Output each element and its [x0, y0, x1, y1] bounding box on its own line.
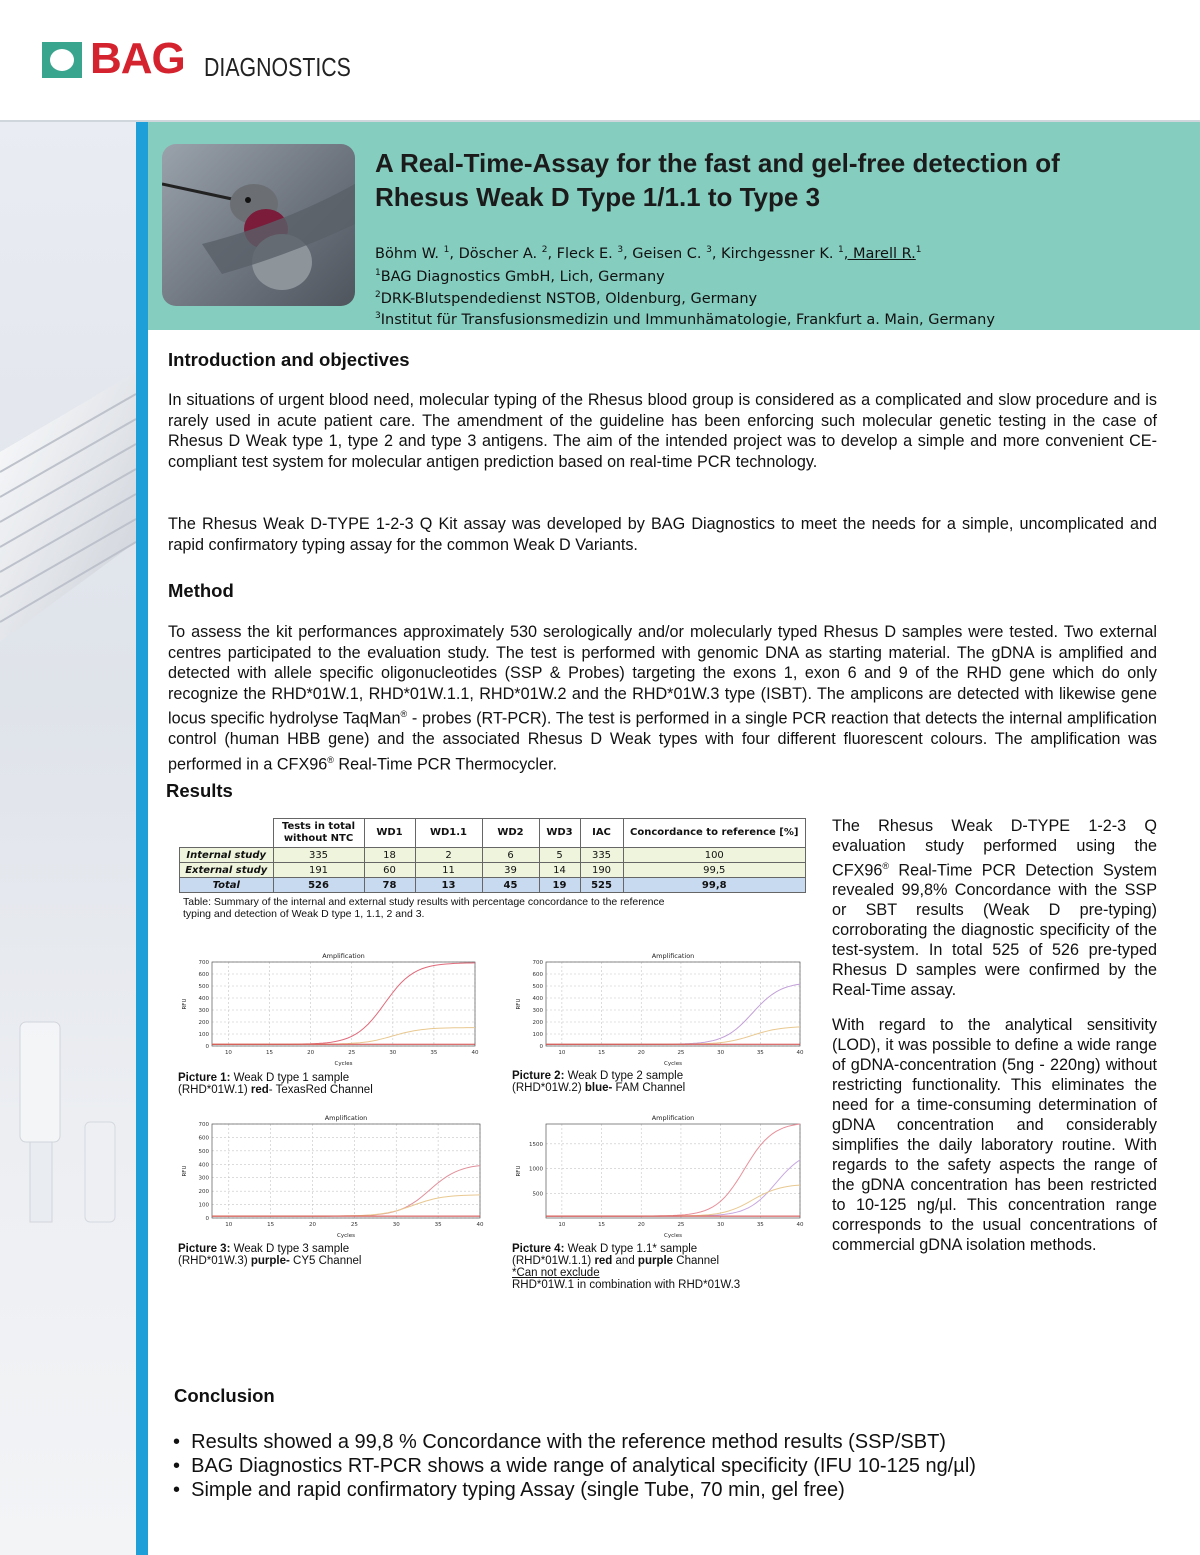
x-axis-label: Cycles [334, 1061, 353, 1067]
series-line [546, 1027, 800, 1044]
x-tick-label: 15 [598, 1222, 606, 1228]
author-sup: 1 [915, 245, 922, 255]
x-tick-label: 20 [637, 1050, 645, 1056]
y-tick-label: 200 [198, 1189, 209, 1196]
x-tick-label: 25 [350, 1222, 358, 1228]
caption-note: RHD*01W.1 in combination with RHD*01W.3 [512, 1279, 741, 1291]
hummingbird-photo [162, 144, 355, 306]
logo-brand: BAG [90, 34, 185, 83]
caption-text: - TexasRed Channel [268, 1084, 373, 1096]
x-tick-label: 30 [717, 1222, 725, 1228]
y-tick-label: 400 [198, 1162, 209, 1169]
bullet-text: BAG Diagnostics RT-PCR shows a wide range of analytical specificity (IFU 10-125 ng/µl) [191, 1455, 976, 1477]
caption-text: and [612, 1255, 638, 1267]
bullet-dot-icon: • [173, 1479, 192, 1501]
x-tick-label: 35 [430, 1050, 438, 1056]
logo-mark-icon [42, 42, 82, 78]
y-axis-label: RFU [516, 998, 522, 1010]
table-cell: 14 [539, 863, 580, 878]
y-axis-label: RFU [516, 1165, 522, 1177]
caption-label: Picture 3: [178, 1243, 231, 1255]
table-cell: 45 [482, 878, 539, 893]
caption-label: Picture 2: [512, 1070, 565, 1082]
author-sup: 1 [443, 245, 450, 255]
y-tick-label: 300 [198, 1008, 209, 1014]
x-tick-label: 15 [267, 1222, 275, 1228]
affiliation-sup: 2 [375, 290, 381, 300]
table-cell: 100 [623, 848, 806, 863]
caption-note: *Can not exclude [512, 1267, 600, 1279]
caption-text: Weak D type 1 sample [230, 1072, 350, 1084]
y-tick-label: 200 [532, 1020, 543, 1026]
affiliation-sup: 1 [375, 268, 381, 278]
table-cell: 39 [482, 863, 539, 878]
y-tick-label: 300 [532, 1008, 543, 1014]
x-tick-label: 30 [717, 1050, 725, 1056]
series-line [546, 984, 800, 1044]
chart-title: Amplification [324, 1114, 368, 1122]
table-cell: 2 [415, 848, 482, 863]
y-tick-label: 500 [198, 984, 209, 990]
caption-color: purple [637, 1255, 674, 1267]
y-tick-label: 0 [205, 1216, 209, 1222]
results-text-2: With regard to the analytical sensitivity (LOD), it was possible to define a wide range of gDNA-concentration (5ng - 220ng) without restricting functionality. This eliminates the need for a time-consuming determination of gDNA concentration and considerably simplifies the daily laboratory routine. With regards to the safety aspects the range of the gDNA concentration has been restricted to 10-125 ng/µl. This concentration range corresponds to the usual concentrations of commercial gDNA isolation methods. [832, 1016, 1157, 1254]
logo-suffix: DIAGNOSTICS [204, 52, 351, 82]
picture-1-caption [178, 1072, 478, 1096]
results-text-1 [832, 816, 1157, 1000]
caption-text: Weak D type 1.1* sample [564, 1243, 698, 1255]
x-tick-label: 30 [392, 1222, 400, 1228]
author-list [375, 245, 922, 262]
y-tick-label: 0 [205, 1044, 209, 1050]
caption-label: Picture 4: [512, 1243, 565, 1255]
caption-text: Weak D type 2 sample [564, 1070, 684, 1082]
table-cell: 18 [364, 848, 415, 863]
x-tick-label: 25 [348, 1050, 356, 1056]
caption-text: CY5 Channel [289, 1255, 362, 1267]
table-cell: Internal study [180, 848, 274, 863]
table-row-total [180, 878, 806, 893]
caption-text: (RHD*01W.3) [178, 1255, 251, 1267]
intro-heading: Introduction and objectives [168, 349, 410, 370]
table-cell: 5 [539, 848, 580, 863]
x-tick-label: 10 [224, 1050, 232, 1056]
series-line [546, 1185, 800, 1216]
y-tick-label: 500 [532, 984, 543, 990]
picture-2-caption [512, 1070, 812, 1094]
table-header-cell: WD2 [482, 819, 539, 848]
affiliation-3 [375, 311, 995, 328]
series-line [546, 1124, 800, 1216]
chart-title: Amplification [322, 952, 365, 960]
table-row [180, 848, 806, 863]
caption-text: (RHD*01W.1.1) [512, 1255, 595, 1267]
chart-title: Amplification [651, 952, 695, 960]
x-tick-label: 20 [307, 1050, 315, 1056]
caption-color: red [250, 1084, 269, 1096]
x-axis-label: Cycles [337, 1233, 355, 1239]
caption-color: red [594, 1255, 613, 1267]
affiliation-text: Institut für Transfusionsmedizin und Immunhämatologie, Frankfurt a. Main, Germany [380, 311, 995, 328]
plot-frame [212, 1124, 480, 1218]
author-sup: 2 [541, 245, 548, 255]
author-name: , Döscher A. [449, 245, 542, 262]
table-cell: 335 [273, 848, 364, 863]
affiliation-sup: 3 [375, 311, 381, 321]
plot-frame [546, 962, 800, 1046]
x-tick-label: 25 [677, 1222, 685, 1228]
author-sup: 1 [838, 245, 844, 255]
method-text: - probes (RT-PCR). The test is performed in a single PCR reaction that detects the internal amplification control (human HBB gene) and the associated Rhesus D Weak types with four different fluorescent colours. The amplification was performed in a CFX96 [168, 709, 1157, 774]
x-tick-label: 35 [434, 1222, 442, 1228]
conclusion-bullet [173, 1430, 946, 1454]
results-text: Real-Time PCR Detection System revealed 99,8% Concordance with the SSP or SBT results (Weak D pre-typing) corroborating the diagnostic specificity of the test-system. In total 525 of 526 pre-typed Rhesus D samples were confirmed by the Real-Time assay. [832, 861, 1157, 1000]
accent-bar [136, 122, 148, 1555]
results-heading: Results [166, 780, 233, 801]
author-name: , Kirchgessner K. [711, 245, 839, 262]
bullet-text: Results showed a 99,8 % Concordance with the reference method results (SSP/SBT) [191, 1431, 946, 1453]
table-cell: 6 [482, 848, 539, 863]
x-tick-label: 10 [558, 1050, 566, 1056]
table-cell: 525 [580, 878, 623, 893]
picture-4-caption [512, 1243, 812, 1291]
amplification-chart-1 [178, 948, 483, 1068]
affiliation-text: DRK-Blutspendedienst NSTOB, Oldenburg, Germany [380, 290, 758, 307]
table-cell: 99,8 [623, 878, 806, 893]
intro-paragraph-1: In situations of urgent blood need, molecular typing of the Rhesus blood group is considered as a complicated and slow procedure and is rarely used in acute patient care. The amendment of the guideline has been enforcing such molecular genetic testing in the case of Rhesus D Weak type 1, type 2 and type 3 antigens. The aim of the intended project was to develop a simple and more convenient CE-compliant test system for molecular antigen prediction based on real-time PCR technology. [168, 391, 1157, 471]
table-cell: 191 [273, 863, 364, 878]
caption-text: Channel [673, 1255, 720, 1267]
y-tick-label: 700 [198, 960, 209, 966]
y-tick-label: 500 [198, 1148, 209, 1155]
table-header-cell: Tests in total without NTC [273, 819, 364, 848]
x-tick-label: 40 [471, 1050, 479, 1056]
caption-text: Weak D type 3 sample [230, 1243, 350, 1255]
method-text: Real-Time PCR Thermocycler. [333, 755, 557, 774]
table-header-cell: WD1 [364, 819, 415, 848]
x-axis-label: Cycles [664, 1233, 682, 1239]
bullet-dot-icon: • [173, 1431, 192, 1453]
table-header-row [180, 819, 806, 848]
x-tick-label: 40 [476, 1222, 484, 1228]
method-text: To assess the kit performances approximately 530 serologically and/or molecularly typed Rhesus D samples were tested. Two external centres participated to the evaluation study. The test is performed with genomic DNA as starting material. The gDNA is amplified and detected with allele specific oligonucleotides (SSP & Probes) targeting the exons 1, exon 6 and 9 of the RHD gene which do only recognize the RHD*01W.1, RHD*01W.1.1, RHD*01W.2 and the RHD*01W.3 type (ISBT). The amplicons are detected with likewise gene locus specific hydrolyse TaqMan [168, 623, 1157, 728]
caption-text: (RHD*01W.2) [512, 1082, 585, 1094]
x-axis-label: Cycles [664, 1061, 682, 1067]
y-tick-label: 0 [539, 1044, 543, 1050]
series-line [546, 1160, 800, 1216]
table-cell: 335 [580, 848, 623, 863]
affiliation-2 [375, 290, 757, 307]
table-header-cell: Concordance to reference [%] [623, 819, 806, 848]
table-header-cell [180, 819, 274, 848]
table-cell: 190 [580, 863, 623, 878]
plot-frame [212, 962, 475, 1046]
y-tick-label: 400 [198, 996, 209, 1002]
table-cell: 60 [364, 863, 415, 878]
chart-title: Amplification [651, 1114, 695, 1122]
bullet-dot-icon: • [173, 1455, 192, 1477]
author-name: , Fleck E. [547, 245, 618, 262]
x-tick-label: 30 [389, 1050, 397, 1056]
caption-label: Picture 1: [178, 1072, 231, 1084]
chart-svg [512, 1110, 808, 1240]
x-tick-label: 35 [756, 1222, 764, 1228]
series-line [212, 963, 475, 1044]
x-tick-label: 15 [598, 1050, 606, 1056]
table-cell: 78 [364, 878, 415, 893]
amplification-chart-3 [178, 1110, 488, 1240]
title-line-1: A Real-Time-Assay for the fast and gel-free detection of [375, 148, 1060, 178]
y-tick-label: 500 [532, 1191, 543, 1198]
affiliation-1 [375, 268, 665, 285]
y-tick-label: 100 [198, 1202, 209, 1209]
y-tick-label: 700 [198, 1122, 209, 1128]
y-tick-label: 600 [198, 972, 209, 978]
results-text: The Rhesus Weak D-TYPE 1-2-3 Q evaluation study performed using the CFX96 [832, 817, 1157, 880]
x-tick-label: 40 [796, 1050, 804, 1056]
y-tick-label: 400 [532, 996, 543, 1002]
method-heading: Method [168, 580, 234, 601]
author-sup: 3 [617, 245, 624, 255]
method-paragraph [168, 622, 1157, 775]
author-name: Böhm W. [375, 245, 444, 262]
x-tick-label: 10 [225, 1222, 233, 1228]
caption-color: blue- [584, 1082, 613, 1094]
table-header-cell: WD1.1 [415, 819, 482, 848]
author-name-presenting: , Marell R. [843, 245, 916, 262]
chart-svg [178, 1110, 488, 1240]
y-tick-label: 700 [532, 960, 543, 966]
amplification-chart-2 [512, 948, 808, 1068]
y-tick-label: 100 [532, 1032, 543, 1038]
table-cell: 13 [415, 878, 482, 893]
y-tick-label: 1500 [529, 1141, 543, 1148]
chart-svg [178, 948, 483, 1068]
logo [42, 34, 372, 84]
table-cell: Total [180, 878, 274, 893]
y-axis-label: RFU [182, 998, 188, 1010]
conclusion-heading: Conclusion [174, 1385, 275, 1406]
table-cell: 19 [539, 878, 580, 893]
table-header-cell: WD3 [539, 819, 580, 848]
y-tick-label: 300 [198, 1175, 209, 1182]
bullet-text: Simple and rapid confirmatory typing Assay (single Tube, 70 min, gel free) [191, 1479, 845, 1501]
table-cell: 11 [415, 863, 482, 878]
x-tick-label: 10 [558, 1222, 566, 1228]
x-tick-label: 40 [796, 1222, 804, 1228]
conclusion-bullet [173, 1454, 976, 1478]
results-table [179, 818, 806, 893]
x-tick-label: 20 [637, 1222, 645, 1228]
amplification-chart-4 [512, 1110, 808, 1240]
caption-color: purple- [250, 1255, 290, 1267]
x-tick-label: 15 [266, 1050, 274, 1056]
author-sup: 3 [706, 245, 712, 255]
y-tick-label: 1000 [529, 1166, 543, 1173]
author-name: , Geisen C. [623, 245, 707, 262]
left-decorative-image [0, 122, 136, 1555]
table-cell: 99,5 [623, 863, 806, 878]
table-cell: 526 [273, 878, 364, 893]
series-line [212, 1195, 480, 1216]
registered-mark: ® [400, 709, 408, 720]
registered-mark: ® [327, 754, 334, 765]
conclusion-bullet [173, 1478, 845, 1502]
y-tick-label: 600 [532, 972, 543, 978]
x-tick-label: 25 [677, 1050, 685, 1056]
affiliation-text: BAG Diagnostics GmbH, Lich, Germany [380, 268, 665, 285]
caption-text: (RHD*01W.1) [178, 1084, 251, 1096]
y-tick-label: 100 [198, 1032, 209, 1038]
chart-svg [512, 948, 808, 1068]
y-tick-label: 200 [198, 1020, 209, 1026]
y-tick-label: 600 [198, 1135, 209, 1142]
plot-frame [546, 1124, 800, 1218]
table-cell: External study [180, 863, 274, 878]
registered-mark: ® [882, 861, 890, 871]
y-axis-label: RFU [182, 1165, 188, 1177]
x-tick-label: 35 [756, 1050, 764, 1056]
caption-text: FAM Channel [612, 1082, 686, 1094]
table-header-cell: IAC [580, 819, 623, 848]
table-caption: Table: Summary of the internal and external study results with percentage concordance to the reference typing and detection of Weak D type 1, 1.1, 2 and 3. [183, 896, 665, 920]
poster-title [375, 146, 1185, 214]
picture-3-caption [178, 1243, 478, 1267]
title-line-2: Rhesus Weak D Type 1/1.1 to Type 3 [375, 182, 821, 212]
x-tick-label: 20 [309, 1222, 316, 1228]
series-line [212, 1028, 475, 1045]
intro-paragraph-2: The Rhesus Weak D-TYPE 1-2-3 Q Kit assay was developed by BAG Diagnostics to meet the needs for a simple, uncomplicated and rapid confirmatory typing assay for the common Weak D Variants. [168, 515, 1157, 554]
table-row [180, 863, 806, 878]
